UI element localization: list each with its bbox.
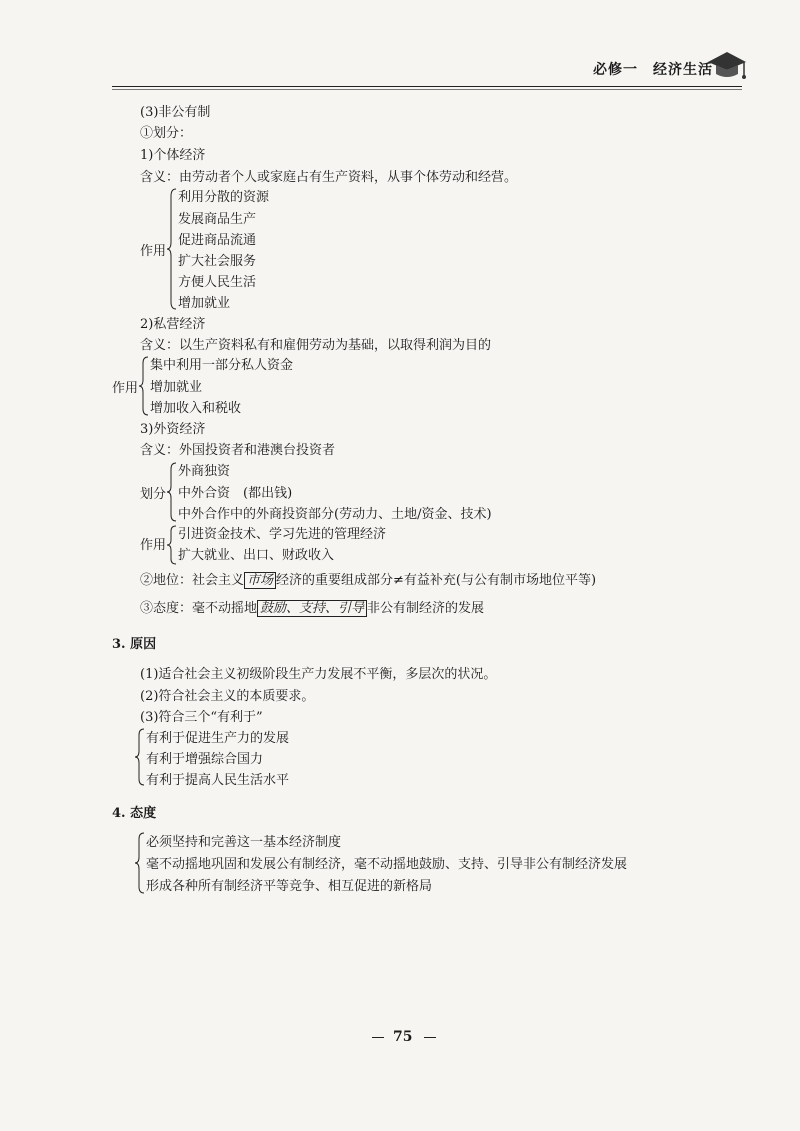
division-label: ①划分： [140,126,193,141]
attitude4-item: 形成各种所有制经济平等竞争、相互促进的新格局 [146,879,433,894]
foreign-division: 外商独资 [178,464,231,479]
foreign-role: 扩大就业、出口、财政收入 [178,548,335,563]
reason-item: (2)符合社会主义的本质要求。 [140,689,315,704]
page-number: 75 [393,1029,413,1045]
private-title: 2)私营经济 [140,317,206,332]
individual-title: 1)个体经济 [140,148,206,163]
attitude-line: ③态度：毫不动摇地 鼓励、支持、引导 非公有制经济的发展 [140,601,485,616]
individual-role: 利用分散的资源 [178,190,270,205]
foreign-division: 中外合资 (都出钱) [178,486,293,501]
attitude4-title: 4. 态度 [112,806,157,821]
page-number-dash [372,1037,384,1038]
attitude4-item: 必须坚持和完善这一基本经济制度 [146,835,342,850]
individual-meaning: 含义：由劳动者个人或家庭占有生产资料，从事个体劳动和经营。 [140,170,518,185]
foreign-role-label: 作用 [140,538,167,553]
private-role: 增加就业 [150,380,203,395]
reason-sub: 有利于增强综合国力 [146,752,264,767]
page-number-dash [424,1037,436,1038]
attitude-boxed: 鼓励、支持、引导 [257,600,367,617]
reason-sub: 有利于提高人民生活水平 [146,773,290,788]
reasons-title: 3. 原因 [112,637,157,652]
brace-icon [166,188,178,310]
section-title: (3)非公有制 [140,105,211,120]
brace-icon [138,356,150,416]
foreign-division: 中外合作中的外商投资部分(劳动力、土地/资金、技术) [178,507,492,522]
private-role-label: 作用 [112,381,139,396]
foreign-role: 引进资金技术、学习先进的管理经济 [178,527,387,542]
brace-icon [134,728,146,786]
reason-item: (3)符合三个“有利于” [140,710,263,725]
individual-role: 方便人民生活 [178,275,257,290]
header-title: 必修一 经济生活 [593,62,713,78]
individual-role: 增加就业 [178,296,231,311]
reason-item: (1)适合社会主义初级阶段生产力发展不平衡，多层次的状况。 [140,667,497,682]
header-rule-thin [112,89,742,90]
brace-icon [166,525,178,565]
status-line: ②地位：社会主义 市场 经济的重要组成部分≠有益补充(与公有制市场地位平等) [140,573,597,588]
foreign-title: 3)外资经济 [140,422,206,437]
graduation-cap-icon [706,48,748,82]
brace-icon [134,832,146,894]
status-boxed: 市场 [244,572,276,589]
individual-role-label: 作用 [140,244,167,259]
private-role: 集中利用一部分私人资金 [150,358,294,373]
reason-sub: 有利于促进生产力的发展 [146,731,290,746]
brace-icon [166,462,178,522]
private-meaning: 含义：以生产资料私有和雇佣劳动为基础，以取得利润为目的 [140,338,492,353]
private-role: 增加收入和税收 [150,401,242,416]
attitude4-item: 毫不动摇地巩固和发展公有制经济，毫不动摇地鼓励、支持、引导非公有制经济发展 [146,857,628,872]
foreign-div-label: 划分 [140,487,167,502]
header-rule [112,86,742,87]
individual-role: 扩大社会服务 [178,254,257,269]
individual-role: 促进商品流通 [178,233,257,248]
individual-role: 发展商品生产 [178,212,257,227]
foreign-meaning: 含义：外国投资者和港澳台投资者 [140,443,336,458]
